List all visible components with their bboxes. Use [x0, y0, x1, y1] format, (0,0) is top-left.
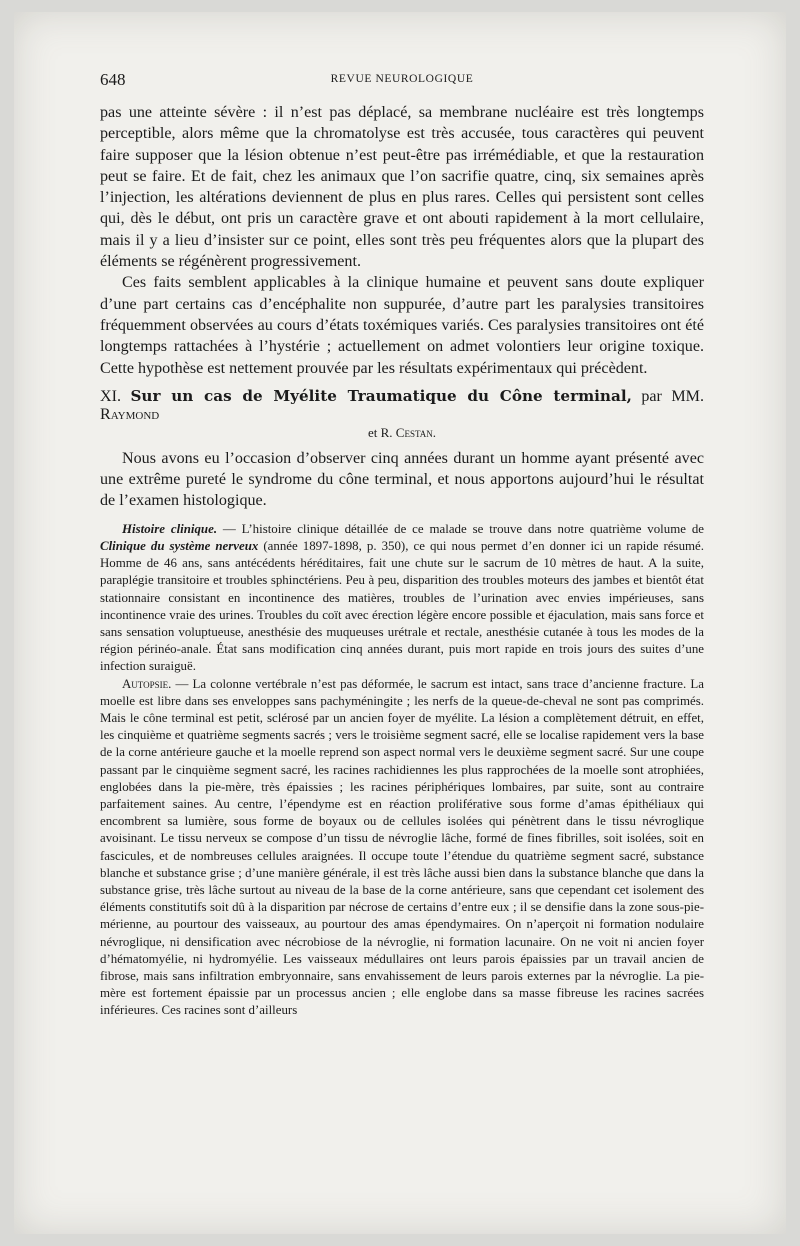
paragraph-clinical-applications: Ces faits semblent applicables à la clinique humaine et peuvent sans doute expliquer d’une part certains cas d’encéphalite non suppurée, d’autre part les paralysies transitoires fréquemment observées au cours d’états toxémiques variés. Ces paralysies transitoires ont été longtemps rattachées à l’hystérie ; actuellement on admet volontiers leur origine toxique. Cette hypothèse est nettement prouvée par les résultats expérimentaux qui précèdent. — [100, 274, 704, 377]
histoire-clinique-text-b: (année 1897-1898, p. 350), ce qui nous permet d’en donner ici un rapide résumé. Homme de 46 ans, sans antécédents héréditaires, fait une chute sur le sacrum de 10 mètres de haut. A la suite, paraplégie transitoire et troubles sphinctériens. Peu à peu, disparition des troubles moteurs des jambes et bientôt état stationnaire consistant en incontinence des matières, troubles de l’urination avec envies impérieuses, sans incontinence vraie des urines. Troubles du coït avec érection légère encore possible et éjaculation, mais sans force et sans sensation voluptueuse, anesthésie des muqueuses urétrale et rectale, anesthésie cutanée à tous les modes de la région périnéo-anale. État sans modification cinq années durant, puis mort rapide en trois jours des suites d’une infection suraiguë. — [100, 538, 704, 674]
page-body — [100, 102, 704, 1020]
paragraph-histoire-clinique — [100, 521, 704, 676]
section-by: par MM. — [641, 387, 704, 405]
running-title: REVUE NEUROLOGIQUE — [330, 73, 474, 85]
histoire-clinique-label: Histoire clinique. — [122, 521, 218, 536]
paragraph-autopsie — [100, 676, 704, 1020]
autopsie-text: — La colonne vertébrale n’est pas déformée, le sacrum est intact, sans trace d’ancienne fracture. La moelle est libre dans ses enveloppes sans pachyméningite ; les nerfs de la queue-de-cheval ne sont pas comprimés. Mais le cône terminal est petit, sclérosé par un ancien foyer de myélite. La lésion a complètement détruit, en effet, les cinquième et quatrième segments sacrés ; vers le troisième segment sacré, elle se localise rapidement vers la base de la corne antérieure gauche et la moelle reprend son aspect normal vers le deuxième segment sacré. Sur une coupe passant par le cinquième segment sacré, les racines rachidiennes les plus rapprochées de la moelle sont atrophiées, englobées dans la pie-mère, très épaissies ; les racines périphériques lombaires, par suite, sont au contraire parfaitement saines. Au centre, l’épendyme est en réaction proliférative sous forme d’amas épithéliaux qui encombrent sa lumière, sous forme de boyaux ou de cellules isolées qui pénètrent dans le tissu névroglique avoisinant. Le tissu nerveux se compose d’un tissu de névroglie lâche, formé de fines fibrilles, soit isolées, soit en fascicules, et de nombreuses cellules araignées. Il occupe toute l’étendue du quatrième segment sacré, substance blanche et substance grise ; d’une manière générale, il est très lâche aussi bien dans la substance blanche que dans la substance grise, très lâche surtout au niveau de la base de la corne antérieure, sans que cependant cet isolement des éléments constitutifs soit dû à la disparition par nécrose de certains d’entre eux ; il se densifie dans la zone sous-pie-mérienne, au pourtour des vaisseaux, au pourtour des amas épendymaires. On n’aperçoit ni formation nodulaire névroglique, ni densification avec nécrobiose de la névroglie, ni formation lacunaire. On ne voit ni ancien foyer d’hématomyélie, ni hydromyélie. Les vaisseaux médullaires ont leurs parois épaissies par un travail ancien de fibrose, mais sans infiltration embryonnaire, sans envahissement de leurs parois externes par la névroglie. La pie-mère est fortement épaissie par un processus ancien ; elle englobe dans sa masse fibreuse les racines sacrées inférieures. Ces racines sont d’ailleurs — [100, 676, 704, 1018]
author-raymond: Raymond — [100, 405, 160, 423]
histoire-clinique-text-a: — L’histoire clinique détaillée de ce malade se trouve dans notre quatrième volume de — [217, 521, 704, 536]
section-authors-line — [100, 424, 704, 442]
section-heading — [100, 387, 704, 442]
paragraph-introduction: Nous avons eu l’occasion d’observer cinq années durant un homme ayant présenté avec une extrême pureté le syndrome du cône terminal, et nous apportons aujourd’hui le résultat de l’examen histologique. — [100, 449, 704, 510]
section-number: XI. — [100, 387, 122, 405]
autopsie-label: Autopsie. — [122, 676, 172, 691]
paragraph-continuation: pas une atteinte sévère : il n’est pas déplacé, sa membrane nucléaire est très longtemps perceptible, alors même que la chromatolyse est très accusée, tous caractères qui peuvent faire supposer que la lésion obtenue n’est peut-être pas irrémédiable, et que la restauration peut se faire. Et de fait, chez les animaux que l’on sacrifie quatre, cinq, six semaines après l’injection, les altérations deviennent de plus en plus rares. Celles qui persistent sont celles qui, dès le début, ont pris un caractère grave et ont abouti rapidement à la mort cellulaire, mais il y a lieu d’insister sur ce point, elles sont très peu fréquentes alors que la plupart des éléments se régénèrent progressivement. — [100, 104, 704, 271]
author-cestan: R. Cestan. — [380, 424, 436, 440]
book-title: Clinique du système nerveux — [100, 538, 259, 553]
section-title: Sur un cas de Myélite Traumatique du Cône terminal, — [130, 386, 632, 405]
page-header — [100, 70, 704, 92]
document-page — [14, 12, 786, 1234]
section-title-line — [100, 387, 704, 424]
page-number: 648 — [100, 70, 126, 89]
section-and: et — [367, 424, 378, 440]
